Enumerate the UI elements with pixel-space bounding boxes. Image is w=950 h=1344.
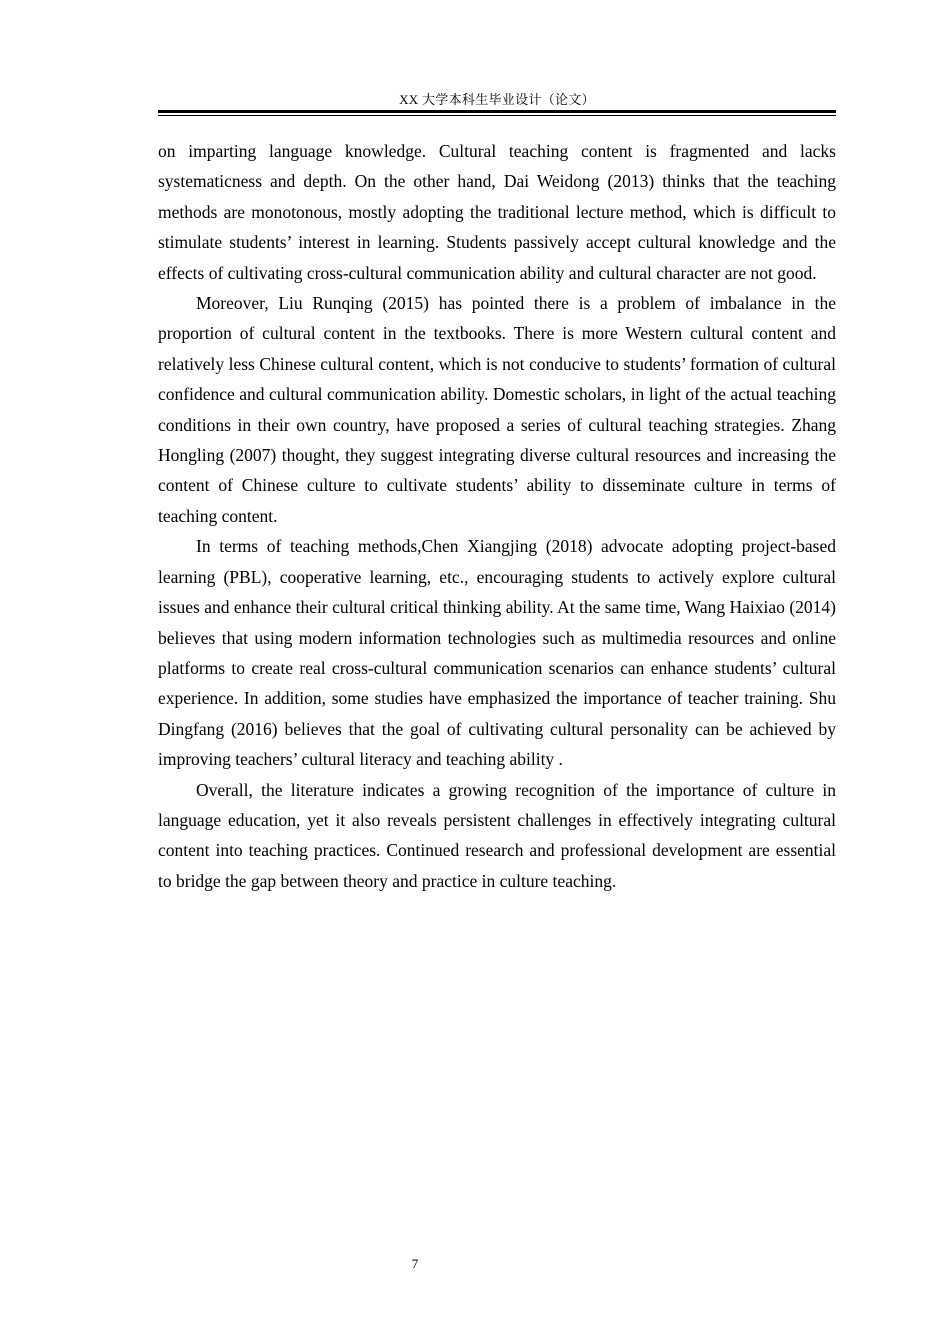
- paragraph-continuation: on imparting language knowledge. Cultural teaching content is fragmented and lacks systematicness and depth. On the other hand, Dai Weidong (2013) thinks that the teaching methods are monotonous, mostly adopting the traditional lecture method, which is difficult to stimulate students’ interest in learning. Students passively accept cultural knowledge and the effects of cultivating cross-cultural communication ability and cultural character are not good.: [158, 141, 836, 283]
- header-rule-thin: [158, 115, 836, 116]
- paragraph: Overall, the literature indicates a growing recognition of the importance of culture in language education, yet it also reveals persistent challenges in effectively integrating cultural content into teaching practices. Continued research and professional development are essential to bridge the gap between theory and practice in culture teaching.: [158, 779, 836, 891]
- paragraph: Moreover, Liu Runqing (2015) has pointed there is a problem of imbalance in the proportion of cultural content in the textbooks. There is more Western cultural content and relatively less Chinese cultural content, which is not conducive to students’ formation of cultural confidence and cultural communication ability. Domestic scholars, in light of the actual teaching conditions in their own country, have proposed a series of cultural teaching strategies. Zhang Hongling (2007) thought, they suggest integrating diverse cultural resources and increasing the content of Chinese culture to cultivate students’ ability to disseminate culture in terms of teaching content.: [158, 293, 836, 526]
- page-number: 7: [411, 1256, 419, 1271]
- running-header: XX 大学本科生毕业设计（论文）: [399, 92, 595, 107]
- paragraph: In terms of teaching methods,Chen Xiangjing (2018) advocate adopting project-based learning (PBL), cooperative learning, etc., encouraging students to actively explore cultural issues and enhance their cultural critical thinking ability. At the same time, Wang Haixiao (2014) believes that using modern information technologies such as multimedia resources and online platforms to create real cross-cultural communication scenarios can enhance students’ cultural experience. In addition, some studies have emphasized the importance of teacher training. Shu Dingfang (2016) believes that the goal of cultivating cultural personality can be achieved by improving teachers’ cultural literacy and teaching ability .: [158, 536, 836, 770]
- header-rule-thick: [158, 110, 836, 113]
- body-text: [158, 136, 836, 896]
